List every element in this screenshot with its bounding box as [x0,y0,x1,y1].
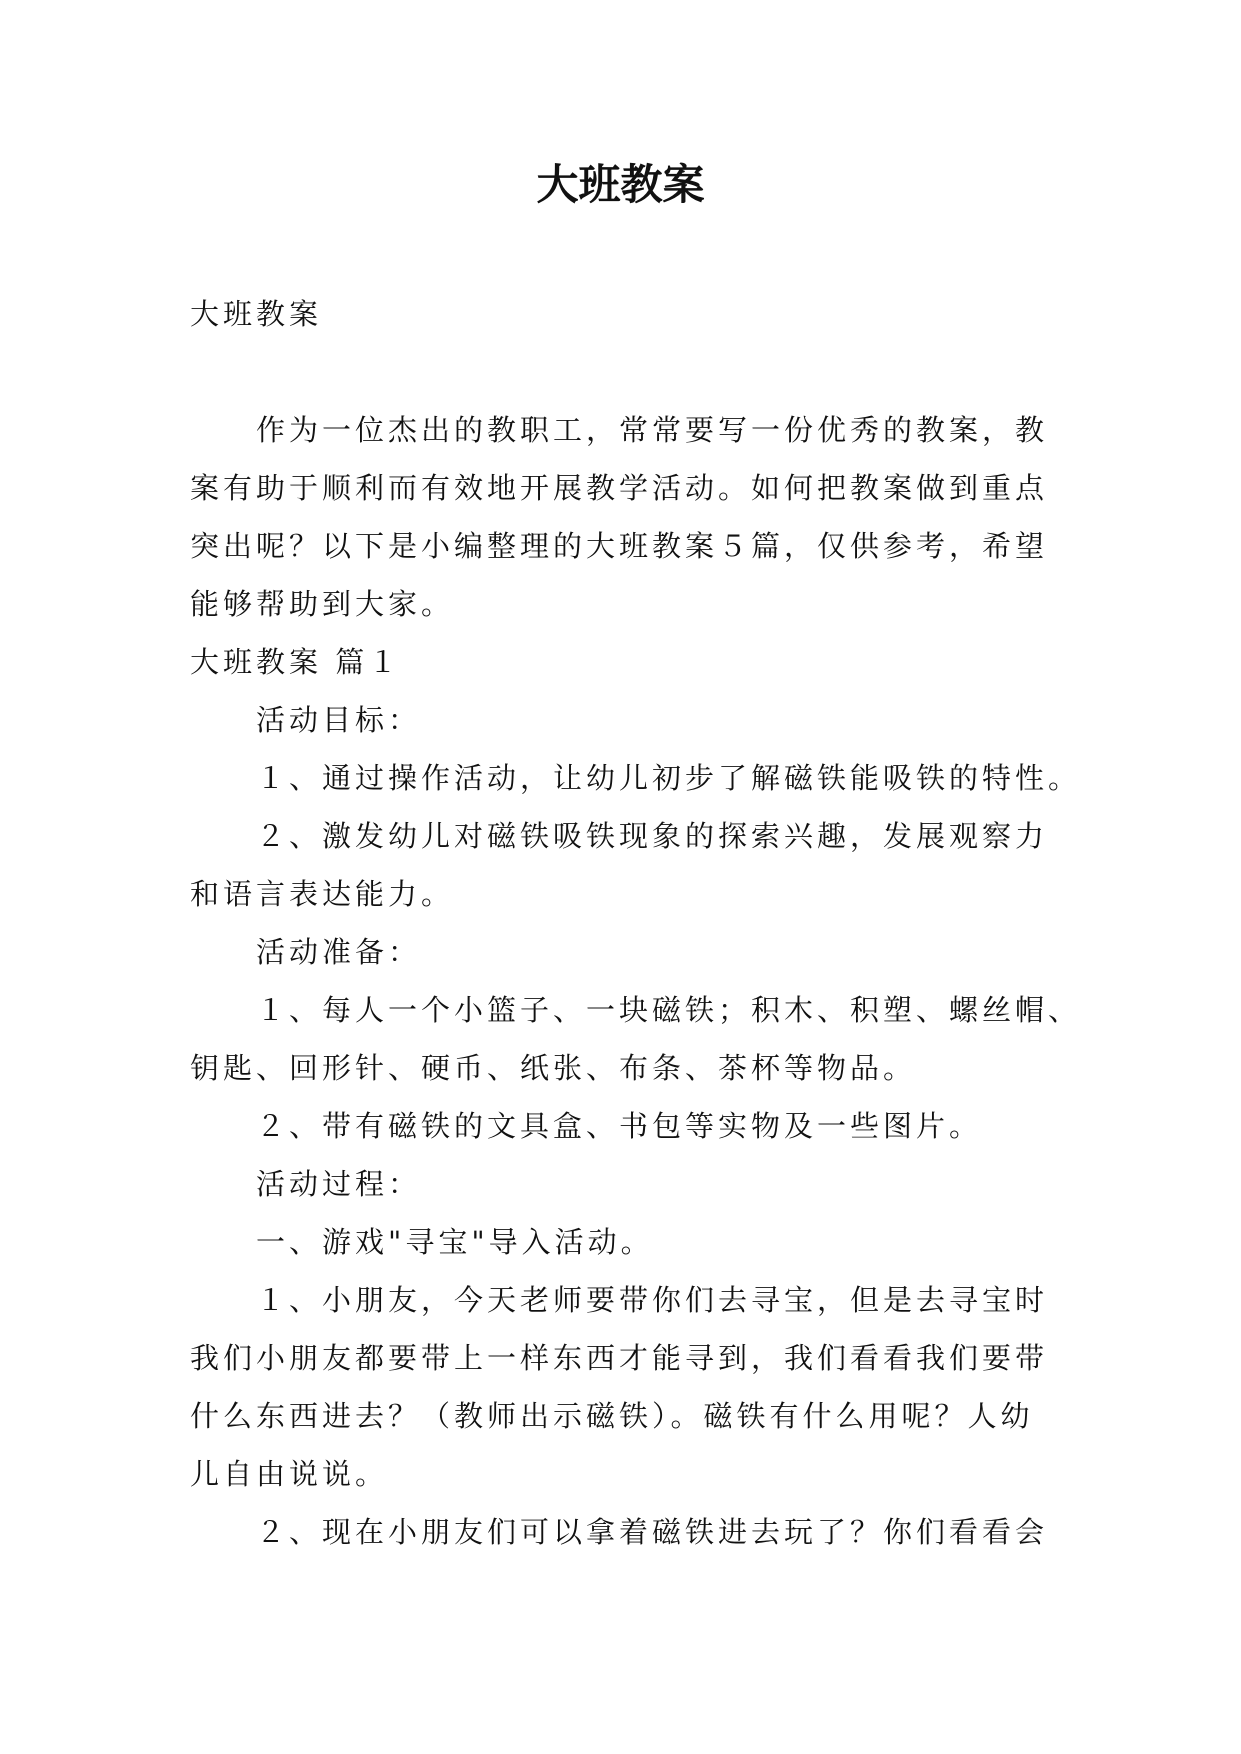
intro-paragraph [190,401,1060,633]
body-line: 一、游戏"寻宝"导入活动。 [256,1225,654,1259]
body-line: 钥匙、回形针、硬币、纸张、布条、茶杯等物品。 [190,1051,917,1085]
paragraph-line: 作为一位杰出的教职工，常常要写一份优秀的教案，教 [256,413,1049,447]
body-line: 活动过程： [256,1167,422,1201]
body-line: １、小朋友，今天老师要带你们去寻宝，但是去寻宝时 [256,1283,1049,1317]
body-line: １、通过操作活动，让幼儿初步了解磁铁能吸铁的特性。 [256,761,1082,795]
paragraph-line: 突出呢？以下是小编整理的大班教案５篇，仅供参考，希望 [190,529,1049,563]
paragraph-line: 案有助于顺利而有效地开展教学活动。如何把教案做到重点 [190,471,1049,505]
body-line: 和语言表达能力。 [190,877,455,911]
body-line: ２、现在小朋友们可以拿着磁铁进去玩了？你们看看会 [256,1515,1049,1549]
section-heading: 大班教案 篇１ [190,645,402,679]
body-line: ２、带有磁铁的文具盒、书包等实物及一些图片。 [256,1109,983,1143]
blank-line [190,343,1060,401]
paragraph-line: 能够帮助到大家。 [190,587,455,621]
document-body [190,285,1082,1561]
lesson-body [190,691,1082,1561]
body-line: 我们小朋友都要带上一样东西才能寻到，我们看看我们要带 [190,1341,1049,1375]
document-title: 大班教案 [536,160,705,209]
body-line: １、每人一个小篮子、一块磁铁；积木、积塑、螺丝帽、 [256,993,1082,1027]
body-line: 什么东西进去？（教师出示磁铁）。磁铁有什么用呢？人幼 [190,1399,1034,1433]
body-line: 儿自由说说。 [190,1457,389,1491]
body-line: ２、激发幼儿对磁铁吸铁现象的探索兴趣，发展观察力 [256,819,1049,853]
body-line: 活动目标： [256,703,422,737]
document-subtitle: 大班教案 [190,297,323,331]
body-line: 活动准备： [256,935,422,969]
